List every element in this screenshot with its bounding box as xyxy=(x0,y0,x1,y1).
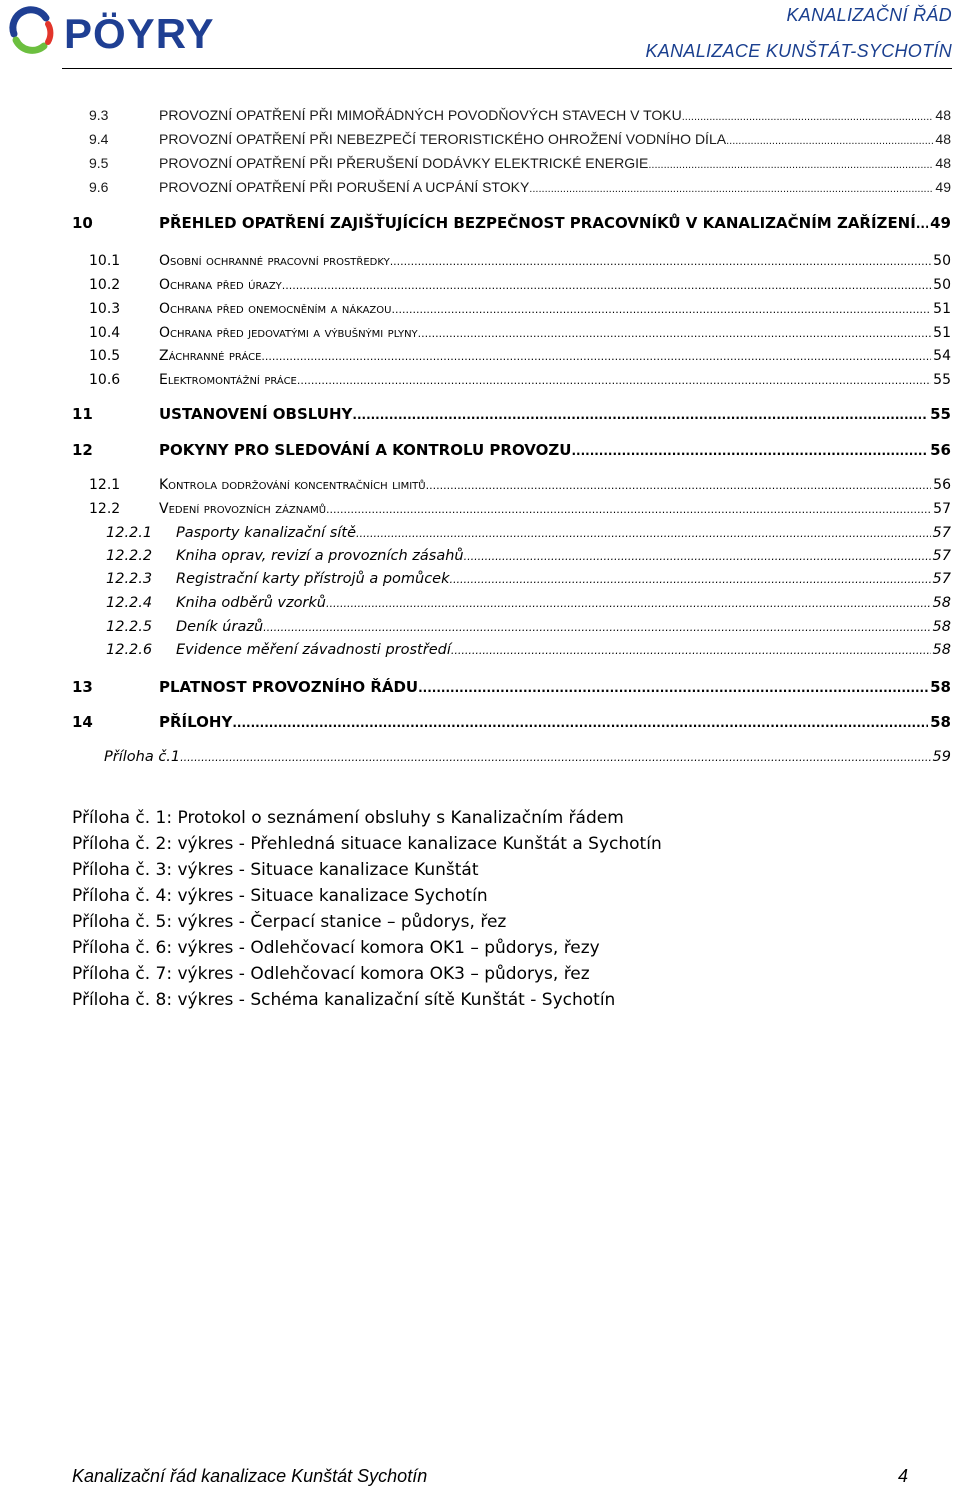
toc-number: 10.1 xyxy=(89,253,121,269)
page-footer xyxy=(72,1466,908,1487)
page-number: 4 xyxy=(897,1466,908,1486)
toc-leader xyxy=(352,405,928,423)
toc-title: Kontrola dodržování koncentračních limitů xyxy=(159,477,426,493)
toc-entry[interactable] xyxy=(72,713,951,731)
toc-title: PROVOZNÍ OPATŘENÍ PŘI PORUŠENÍ A UCPÁNÍ STOKY xyxy=(159,179,530,195)
toc-entry[interactable] xyxy=(89,253,951,269)
toc-number: 12.2.3 xyxy=(106,571,153,587)
toc-page: 55 xyxy=(933,372,951,388)
toc-title: Deník úrazů xyxy=(176,619,264,635)
toc-leader xyxy=(297,372,931,388)
toc-entry[interactable] xyxy=(89,179,951,195)
toc-page: 57 xyxy=(933,501,951,517)
toc-page: 58 xyxy=(932,642,951,658)
toc-title: Ochrana před jedovatými a výbušnými plyny xyxy=(159,325,418,341)
toc-page: 58 xyxy=(932,619,951,635)
toc-page: 49 xyxy=(930,214,951,232)
toc-entry[interactable] xyxy=(106,571,951,587)
toc-leader xyxy=(261,348,931,364)
toc-page: 48 xyxy=(935,131,951,147)
toc-number: 10 xyxy=(72,214,93,232)
toc-entry[interactable] xyxy=(72,678,951,696)
toc-entry[interactable] xyxy=(106,525,951,541)
toc-title: Ochrana před úrazy xyxy=(159,277,282,293)
header-titles xyxy=(646,4,953,62)
toc-number: 9.5 xyxy=(89,155,109,171)
toc-entry[interactable] xyxy=(89,277,951,293)
toc-leader xyxy=(282,277,931,293)
toc-number: 14 xyxy=(72,713,93,731)
toc-page: 58 xyxy=(932,595,951,611)
toc-page: 54 xyxy=(933,348,951,364)
toc-number: 13 xyxy=(72,678,93,696)
toc-page: 48 xyxy=(935,155,951,171)
annex-item: Příloha č. 7: výkres - Odlehčovací komora OK3 – půdorys, řez xyxy=(72,964,590,984)
toc-page: 58 xyxy=(930,713,951,731)
toc-title: Záchranné práce xyxy=(159,348,262,364)
toc-title: Registrační karty přístrojů a pomůcek xyxy=(176,571,450,587)
toc-entry[interactable] xyxy=(106,595,951,611)
toc-title: PŘÍLOHY xyxy=(159,713,233,731)
logo-text: PÖYRY xyxy=(64,10,215,56)
toc-number: 12.1 xyxy=(89,477,121,493)
toc-page: 59 xyxy=(932,749,951,765)
toc-page: 51 xyxy=(933,325,951,341)
toc-number: 10.3 xyxy=(89,301,121,317)
toc-number: 12.2.4 xyxy=(106,595,153,611)
toc-leader xyxy=(450,571,931,587)
toc-title: Evidence měření závadnosti prostředí xyxy=(176,642,451,658)
toc-title: PROVOZNÍ OPATŘENÍ PŘI NEBEZPEČÍ TERORISTICKÉHO OHROŽENÍ VODNÍHO DÍLA xyxy=(159,131,727,147)
toc-leader xyxy=(648,155,933,171)
toc-leader xyxy=(232,713,928,731)
toc-page: 50 xyxy=(933,253,951,269)
footer-title: Kanalizační řád kanalizace Kunštát Sychotín xyxy=(72,1466,428,1486)
toc-number: 11 xyxy=(72,405,93,423)
toc-leader xyxy=(390,253,931,269)
toc-title: Kniha odběrů vzorků xyxy=(176,595,326,611)
toc-entry[interactable] xyxy=(72,441,951,459)
toc-leader xyxy=(180,749,930,765)
header-title-1: KANALIZAČNÍ ŘÁD xyxy=(786,5,952,25)
toc-entry[interactable] xyxy=(89,477,951,493)
toc-title: Příloha č.1 xyxy=(104,749,181,765)
toc-leader xyxy=(426,477,932,493)
toc-page: 56 xyxy=(930,441,951,459)
toc-page: 58 xyxy=(930,678,951,696)
toc-number: 9.6 xyxy=(89,179,109,195)
toc-title: PLATNOST PROVOZNÍHO ŘÁDU xyxy=(159,678,419,696)
toc-leader xyxy=(418,325,932,341)
toc-page: 50 xyxy=(933,277,951,293)
toc-title: Elektromontážní práce xyxy=(159,372,297,388)
toc-leader xyxy=(326,501,931,517)
toc-leader xyxy=(916,214,928,232)
toc-entry[interactable] xyxy=(106,548,951,564)
toc-leader xyxy=(391,301,931,317)
toc-entry[interactable] xyxy=(72,214,951,232)
toc-number: 9.4 xyxy=(89,131,109,147)
toc-number: 12.2 xyxy=(89,501,121,517)
toc-number: 12.2.1 xyxy=(106,525,153,541)
toc-page: 57 xyxy=(932,571,951,587)
toc-title: PROVOZNÍ OPATŘENÍ PŘI MIMOŘÁDNÝCH POVODŇOVÝCH STAVECH V TOKU xyxy=(159,107,682,123)
toc-title: Vedení provozních záznamů xyxy=(159,501,327,517)
toc-entry[interactable] xyxy=(72,405,951,423)
toc-entry[interactable] xyxy=(89,107,951,123)
toc-title: Osobní ochranné pracovní prostředky xyxy=(159,253,390,269)
annex-item: Příloha č. 1: Protokol o seznámení obsluhy s Kanalizačním řádem xyxy=(72,808,624,828)
toc-number: 10.5 xyxy=(89,348,121,364)
toc-leader xyxy=(571,441,928,459)
toc-leader xyxy=(464,548,931,564)
toc-number: 10.6 xyxy=(89,372,121,388)
toc-entry[interactable] xyxy=(104,749,951,765)
toc-title: PROVOZNÍ OPATŘENÍ PŘI PŘERUŠENÍ DODÁVKY ELEKTRICKÉ ENERGIE xyxy=(159,155,649,171)
annex-item: Příloha č. 2: výkres - Přehledná situace kanalizace Kunštát a Sychotín xyxy=(72,834,662,854)
toc-entry[interactable] xyxy=(89,131,951,147)
toc-number: 9.3 xyxy=(89,107,109,123)
toc-leader xyxy=(326,595,931,611)
toc-title: USTANOVENÍ OBSLUHY xyxy=(159,405,353,423)
toc-leader xyxy=(418,678,928,696)
toc-leader xyxy=(356,525,931,541)
toc-entry[interactable] xyxy=(89,501,951,517)
toc-leader xyxy=(726,131,933,147)
toc-title: Kniha oprav, revizí a provozních zásahů xyxy=(176,548,464,564)
toc-entry[interactable] xyxy=(89,301,951,317)
toc-page: 57 xyxy=(932,548,951,564)
toc-title: Pasporty kanalizační sítě xyxy=(176,525,356,541)
toc-page: 49 xyxy=(935,179,951,195)
poyry-logo-mark-icon xyxy=(13,10,51,51)
toc-page: 56 xyxy=(933,477,951,493)
toc-leader xyxy=(451,642,931,658)
toc-leader xyxy=(263,619,930,635)
toc-entry[interactable] xyxy=(106,619,951,635)
toc-title: Ochrana před onemocněním a nákazou xyxy=(159,301,392,317)
toc-leader xyxy=(682,107,934,123)
header-divider xyxy=(62,68,952,69)
annex-item: Příloha č. 5: výkres - Čerpací stanice – půdorys, řez xyxy=(72,912,507,932)
toc-number: 12 xyxy=(72,441,93,459)
toc-entry[interactable] xyxy=(89,325,951,341)
toc-title: POKYNY PRO SLEDOVÁNÍ A KONTROLU PROVOZU xyxy=(159,441,572,459)
toc-page: 57 xyxy=(932,525,951,541)
toc-entry[interactable] xyxy=(89,155,951,171)
annex-item: Příloha č. 3: výkres - Situace kanalizace Kunštát xyxy=(72,860,479,880)
toc-leader xyxy=(529,179,933,195)
toc-number: 12.2.5 xyxy=(106,619,153,635)
annex-item: Příloha č. 4: výkres - Situace kanalizace Sychotín xyxy=(72,886,488,906)
toc-number: 10.2 xyxy=(89,277,121,293)
toc-title: PŘEHLED OPATŘENÍ ZAJIŠŤUJÍCÍCH BEZPEČNOST PRACOVNÍKŮ V KANALIZAČNÍM ZAŘÍZENÍ xyxy=(159,214,916,232)
annex-item: Příloha č. 6: výkres - Odlehčovací komora OK1 – půdorys, řezy xyxy=(72,938,600,958)
toc-number: 10.4 xyxy=(89,325,121,341)
toc-page: 51 xyxy=(933,301,951,317)
header-title-2: KANALIZACE KUNŠTÁT-SYCHOTÍN xyxy=(645,41,952,61)
annex-item: Příloha č. 8: výkres - Schéma kanalizační sítě Kunštát - Sychotín xyxy=(72,990,616,1010)
toc-entry[interactable] xyxy=(89,348,951,364)
toc-number: 12.2.6 xyxy=(106,642,153,658)
toc-entry[interactable] xyxy=(106,642,951,658)
toc-page: 48 xyxy=(935,107,951,123)
toc-page: 55 xyxy=(930,405,951,423)
poyry-logo xyxy=(6,4,266,56)
toc-entry[interactable] xyxy=(89,372,951,388)
toc-number: 12.2.2 xyxy=(106,548,153,564)
